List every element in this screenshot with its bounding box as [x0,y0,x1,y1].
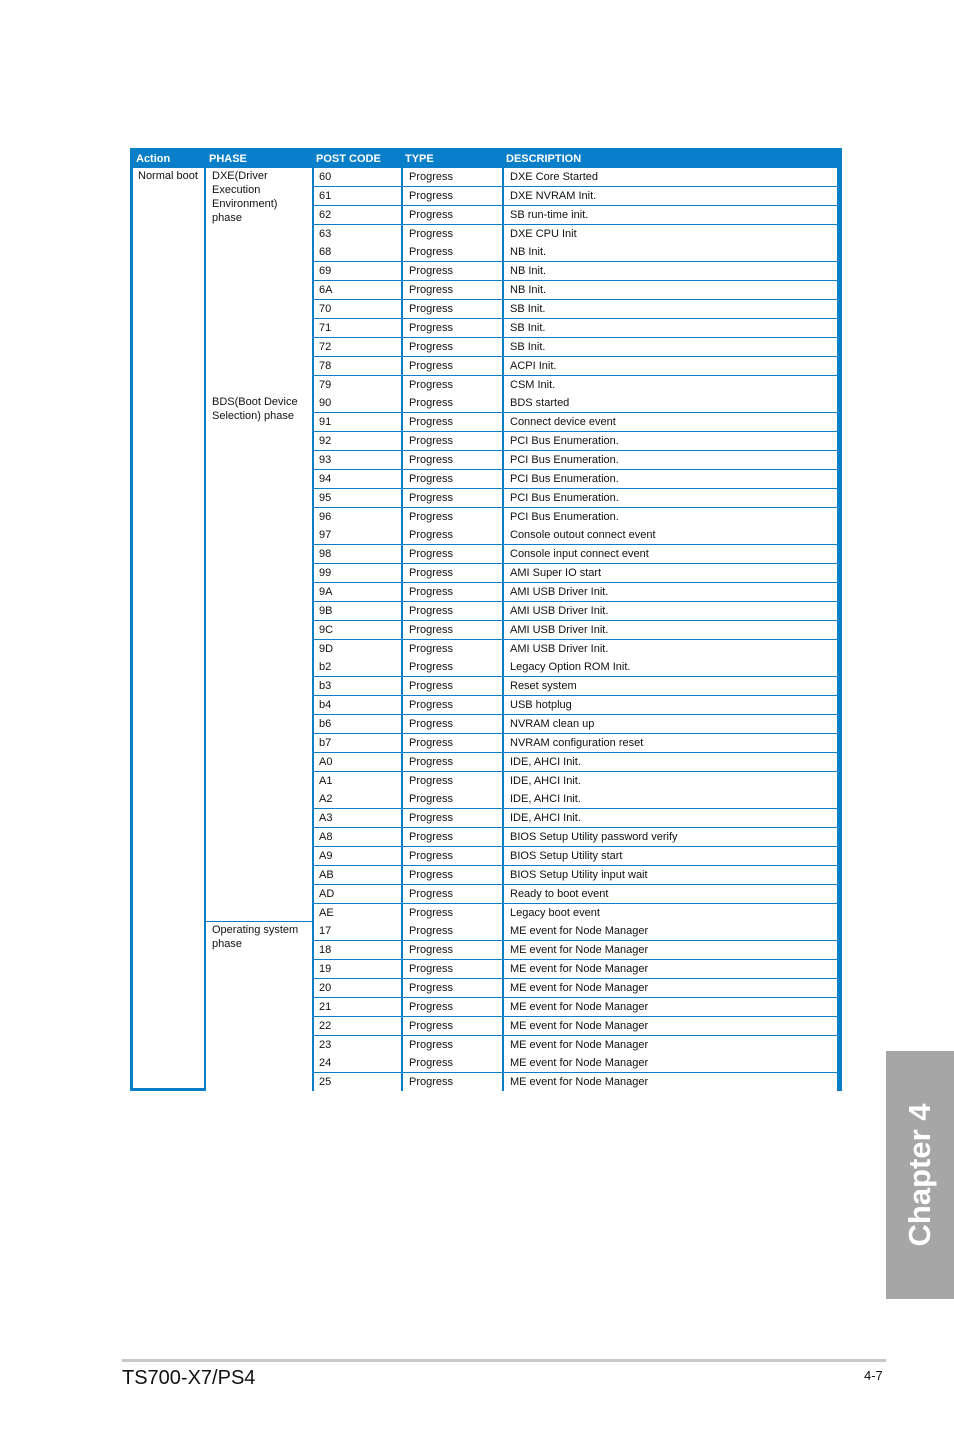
table-row [314,564,837,582]
chapter-tab-label: Chapter 4 [902,1103,937,1247]
table-row [314,696,837,714]
table-row [314,281,837,299]
table-row [314,451,837,469]
table-row [314,866,837,884]
table-row [314,187,837,205]
type-cell: Progress [403,545,502,563]
post-code-cell: 78 [314,357,401,375]
type-cell: Progress [403,1054,502,1072]
type-cell: Progress [403,1073,502,1091]
description-cell: DXE NVRAM Init. [504,187,837,205]
type-cell: Progress [403,225,502,243]
post-code-cell: 70 [314,300,401,318]
table-row [314,432,837,450]
table-row [314,1073,837,1091]
table-row [314,885,837,903]
description-cell: BIOS Setup Utility start [504,847,837,865]
table-row [314,489,837,507]
type-cell: Progress [403,847,502,865]
post-code-cell: 79 [314,376,401,394]
post-code-cell: 9A [314,583,401,601]
table-row [314,828,837,846]
header-description: DESCRIPTION [506,153,582,165]
phase-cell [206,168,312,394]
table-row [314,1017,837,1035]
table-row [314,640,837,658]
type-cell: Progress [403,866,502,884]
description-cell: Legacy Option ROM Init. [504,658,837,676]
type-cell: Progress [403,357,502,375]
description-cell: PCI Bus Enumeration. [504,432,837,450]
description-cell: ME event for Node Manager [504,1054,837,1072]
post-code-cell: 93 [314,451,401,469]
table-row [314,677,837,695]
table-row [314,621,837,639]
type-cell: Progress [403,941,502,959]
description-cell: Console outout connect event [504,526,837,544]
description-cell: SB run-time init. [504,206,837,224]
description-cell: ME event for Node Manager [504,979,837,997]
header-phase: PHASE [209,153,247,165]
type-cell: Progress [403,809,502,827]
post-code-cell: A9 [314,847,401,865]
table-row [314,1054,837,1072]
phase-label: BDS(Boot Device Selection) phase [212,396,298,423]
post-code-cell: 60 [314,168,401,186]
post-code-cell: AE [314,904,401,922]
post-code-cell: b2 [314,658,401,676]
table-row [314,357,837,375]
table-row [314,715,837,733]
type-cell: Progress [403,734,502,752]
table-row [314,376,837,394]
post-code-cell: 68 [314,243,401,261]
type-cell: Progress [403,262,502,280]
table-row [314,847,837,865]
table-row [314,790,837,808]
type-cell: Progress [403,168,502,186]
type-cell: Progress [403,790,502,808]
description-cell: PCI Bus Enumeration. [504,470,837,488]
table-row [314,300,837,318]
type-cell: Progress [403,753,502,771]
table-row [314,753,837,771]
post-code-cell: 62 [314,206,401,224]
table-row [314,413,837,431]
action-cell [133,168,204,1088]
table-row [314,206,837,224]
post-code-cell: AD [314,885,401,903]
table-row [314,583,837,601]
post-code-cell: 92 [314,432,401,450]
post-code-cell: 9C [314,621,401,639]
table-row [314,262,837,280]
post-code-table [130,148,842,1091]
table-row [314,941,837,959]
post-code-cell: b6 [314,715,401,733]
description-cell: IDE, AHCI Init. [504,809,837,827]
post-code-cell: 25 [314,1073,401,1091]
post-code-cell: A8 [314,828,401,846]
type-cell: Progress [403,187,502,205]
table-row [314,508,837,526]
description-cell: AMI USB Driver Init. [504,640,837,658]
post-code-cell: A0 [314,753,401,771]
table-row [314,979,837,997]
post-code-cell: 17 [314,922,401,940]
description-cell: IDE, AHCI Init. [504,753,837,771]
description-cell: ME event for Node Manager [504,960,837,978]
description-cell: NB Init. [504,243,837,261]
description-cell: NVRAM configuration reset [504,734,837,752]
table-row [314,734,837,752]
description-cell: SB Init. [504,338,837,356]
description-cell: Connect device event [504,413,837,431]
post-code-cell: 22 [314,1017,401,1035]
type-cell: Progress [403,470,502,488]
phase-cell [206,394,312,921]
phase-label: DXE(Driver Execution Environment) phase [212,170,278,224]
type-cell: Progress [403,526,502,544]
description-cell: ME event for Node Manager [504,941,837,959]
table-row [314,960,837,978]
table-row [314,243,837,261]
description-cell: SB Init. [504,300,837,318]
description-cell: BDS started [504,394,837,412]
table-row [314,338,837,356]
header-type: TYPE [405,153,434,165]
type-cell: Progress [403,885,502,903]
table-row [314,168,837,186]
post-code-cell: 19 [314,960,401,978]
header-post-code: POST CODE [316,153,381,165]
type-cell: Progress [403,1036,502,1054]
post-code-cell: 63 [314,225,401,243]
table-row [314,998,837,1016]
post-code-cell: 96 [314,508,401,526]
table-row [314,319,837,337]
post-code-cell: 18 [314,941,401,959]
table-row [314,1036,837,1054]
type-cell: Progress [403,489,502,507]
description-cell: NB Init. [504,281,837,299]
table-row [314,809,837,827]
type-cell: Progress [403,621,502,639]
post-code-cell: 9B [314,602,401,620]
phase-label: Operating system phase [212,924,299,951]
type-cell: Progress [403,715,502,733]
type-cell: Progress [403,413,502,431]
description-cell: ME event for Node Manager [504,1036,837,1054]
description-cell: IDE, AHCI Init. [504,790,837,808]
description-cell: ME event for Node Manager [504,998,837,1016]
post-code-cell: 97 [314,526,401,544]
table-row [314,470,837,488]
post-code-cell: 23 [314,1036,401,1054]
description-cell: NB Init. [504,262,837,280]
type-cell: Progress [403,508,502,526]
description-cell: USB hotplug [504,696,837,714]
post-code-cell: 6A [314,281,401,299]
description-cell: AMI USB Driver Init. [504,583,837,601]
type-cell: Progress [403,319,502,337]
type-cell: Progress [403,658,502,676]
post-code-cell: 91 [314,413,401,431]
description-cell: AMI Super IO start [504,564,837,582]
type-cell: Progress [403,922,502,940]
chapter-tab [886,1051,954,1299]
description-cell: PCI Bus Enumeration. [504,489,837,507]
table-row [314,772,837,790]
type-cell: Progress [403,451,502,469]
description-cell: IDE, AHCI Init. [504,772,837,790]
table-row [314,602,837,620]
type-cell: Progress [403,564,502,582]
post-code-cell: 95 [314,489,401,507]
type-cell: Progress [403,432,502,450]
type-cell: Progress [403,677,502,695]
description-cell: BIOS Setup Utility input wait [504,866,837,884]
description-cell: ACPI Init. [504,357,837,375]
table-row [314,545,837,563]
post-code-cell: 90 [314,394,401,412]
description-cell: Legacy boot event [504,904,837,922]
phase-cell [206,922,312,1091]
type-cell: Progress [403,338,502,356]
footer-page-number: 4-7 [864,1368,883,1383]
description-cell: BIOS Setup Utility password verify [504,828,837,846]
post-code-cell: 61 [314,187,401,205]
post-code-cell: 69 [314,262,401,280]
post-code-cell: 20 [314,979,401,997]
description-cell: Console input connect event [504,545,837,563]
post-code-cell: 71 [314,319,401,337]
post-code-cell: 24 [314,1054,401,1072]
description-cell: CSM Init. [504,376,837,394]
action-label: Normal boot [138,170,198,182]
description-cell: AMI USB Driver Init. [504,602,837,620]
post-code-cell: A1 [314,772,401,790]
footer-divider [122,1359,886,1362]
description-cell: ME event for Node Manager [504,1017,837,1035]
type-cell: Progress [403,1017,502,1035]
type-cell: Progress [403,376,502,394]
description-cell: NVRAM clean up [504,715,837,733]
post-code-cell: b3 [314,677,401,695]
type-cell: Progress [403,640,502,658]
post-code-cell: b7 [314,734,401,752]
type-cell: Progress [403,998,502,1016]
type-cell: Progress [403,243,502,261]
type-cell: Progress [403,206,502,224]
table-row [314,658,837,676]
post-code-cell: b4 [314,696,401,714]
type-cell: Progress [403,394,502,412]
table-row [314,904,837,922]
type-cell: Progress [403,904,502,922]
header-action: Action [136,153,171,165]
type-cell: Progress [403,960,502,978]
post-code-cell: AB [314,866,401,884]
type-cell: Progress [403,979,502,997]
table-row [314,526,837,544]
post-code-cell: 21 [314,998,401,1016]
description-cell: AMI USB Driver Init. [504,621,837,639]
description-cell: SB Init. [504,319,837,337]
post-code-cell: 94 [314,470,401,488]
table-row [314,394,837,412]
type-cell: Progress [403,602,502,620]
description-cell: DXE Core Started [504,168,837,186]
description-cell: Reset system [504,677,837,695]
description-cell: PCI Bus Enumeration. [504,451,837,469]
type-cell: Progress [403,300,502,318]
type-cell: Progress [403,772,502,790]
description-cell: ME event for Node Manager [504,922,837,940]
description-cell: Ready to boot event [504,885,837,903]
description-cell: ME event for Node Manager [504,1073,837,1091]
type-cell: Progress [403,696,502,714]
post-code-cell: 72 [314,338,401,356]
description-cell: DXE CPU Init [504,225,837,243]
type-cell: Progress [403,281,502,299]
post-code-cell: 98 [314,545,401,563]
description-cell: PCI Bus Enumeration. [504,508,837,526]
type-cell: Progress [403,583,502,601]
post-code-cell: 99 [314,564,401,582]
post-code-cell: A3 [314,809,401,827]
post-code-cell: 9D [314,640,401,658]
table-row [314,225,837,243]
footer-model-name: TS700-X7/PS4 [122,1367,256,1389]
table-row [314,922,837,940]
type-cell: Progress [403,828,502,846]
post-code-cell: A2 [314,790,401,808]
